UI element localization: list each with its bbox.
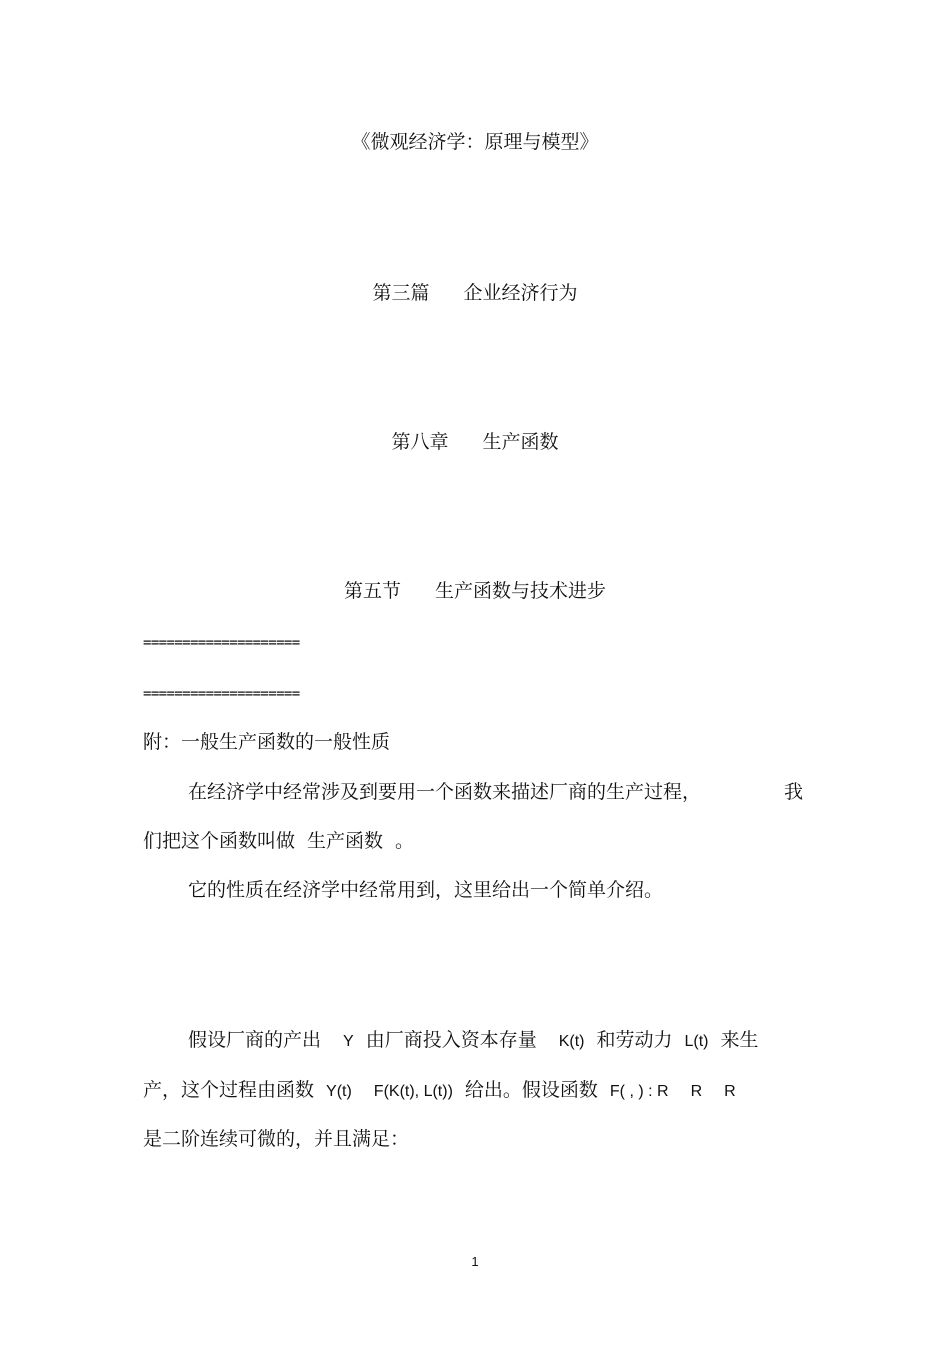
paragraph-line: 是二阶连续可微的，并且满足： xyxy=(143,1128,410,1150)
paragraph-line: 它的性质在经济学中经常用到，这里给出一个简单介绍。 xyxy=(188,879,664,901)
paragraph-line xyxy=(188,780,701,804)
paragraph-text: 在经济学中经常涉及到要用一个函数来描述厂商的生产过程， xyxy=(188,781,702,803)
appendix-heading: 附：一般生产函数的一般性质 xyxy=(143,731,391,753)
page-number: 1 xyxy=(471,1254,479,1269)
part-title: 企业经济行为 xyxy=(463,282,578,304)
math-R: R xyxy=(724,1083,736,1100)
section-label: 第五节 xyxy=(343,580,401,602)
paragraph-line xyxy=(188,1028,759,1054)
paragraph-text: 和劳动力 xyxy=(596,1029,673,1051)
math-labor-L: L(t) xyxy=(684,1033,709,1050)
math-output-Y: Y xyxy=(343,1033,354,1050)
paragraph-text: 。 xyxy=(395,830,415,852)
chapter-heading xyxy=(0,430,950,454)
paragraph-text: 产，这个过程由函数 xyxy=(143,1079,315,1101)
math-capital-K: K(t) xyxy=(558,1033,585,1050)
paragraph-text: 给出。假设函数 xyxy=(464,1079,598,1101)
divider-rule: ==================== xyxy=(143,686,300,702)
paragraph-text: 们把这个函数叫做 xyxy=(143,830,296,852)
math-function-domain: F( , ) : R xyxy=(609,1083,669,1100)
part-heading xyxy=(0,281,950,305)
paragraph-text: 由厂商投入资本存量 xyxy=(365,1029,537,1051)
section-heading xyxy=(0,579,950,603)
chapter-title: 生产函数 xyxy=(482,431,559,453)
part-label: 第三篇 xyxy=(372,282,430,304)
paragraph-text: 来生 xyxy=(720,1029,759,1051)
paragraph-text: 假设厂商的产出 xyxy=(188,1029,322,1051)
term-production-function: 生产函数 xyxy=(307,830,384,852)
math-R: R xyxy=(690,1083,703,1100)
math-output-Yt: Y(t) xyxy=(326,1083,352,1100)
chapter-label: 第八章 xyxy=(391,431,449,453)
section-title: 生产函数与技术进步 xyxy=(435,580,607,602)
book-title: 《微观经济学：原理与模型》 xyxy=(351,131,599,153)
math-function-F: F(K(t), L(t)) xyxy=(373,1083,453,1100)
divider-rule: ==================== xyxy=(143,635,300,651)
paragraph-line xyxy=(143,829,414,853)
paragraph-line xyxy=(143,1078,736,1104)
paragraph-line-end: 我 xyxy=(784,781,804,803)
